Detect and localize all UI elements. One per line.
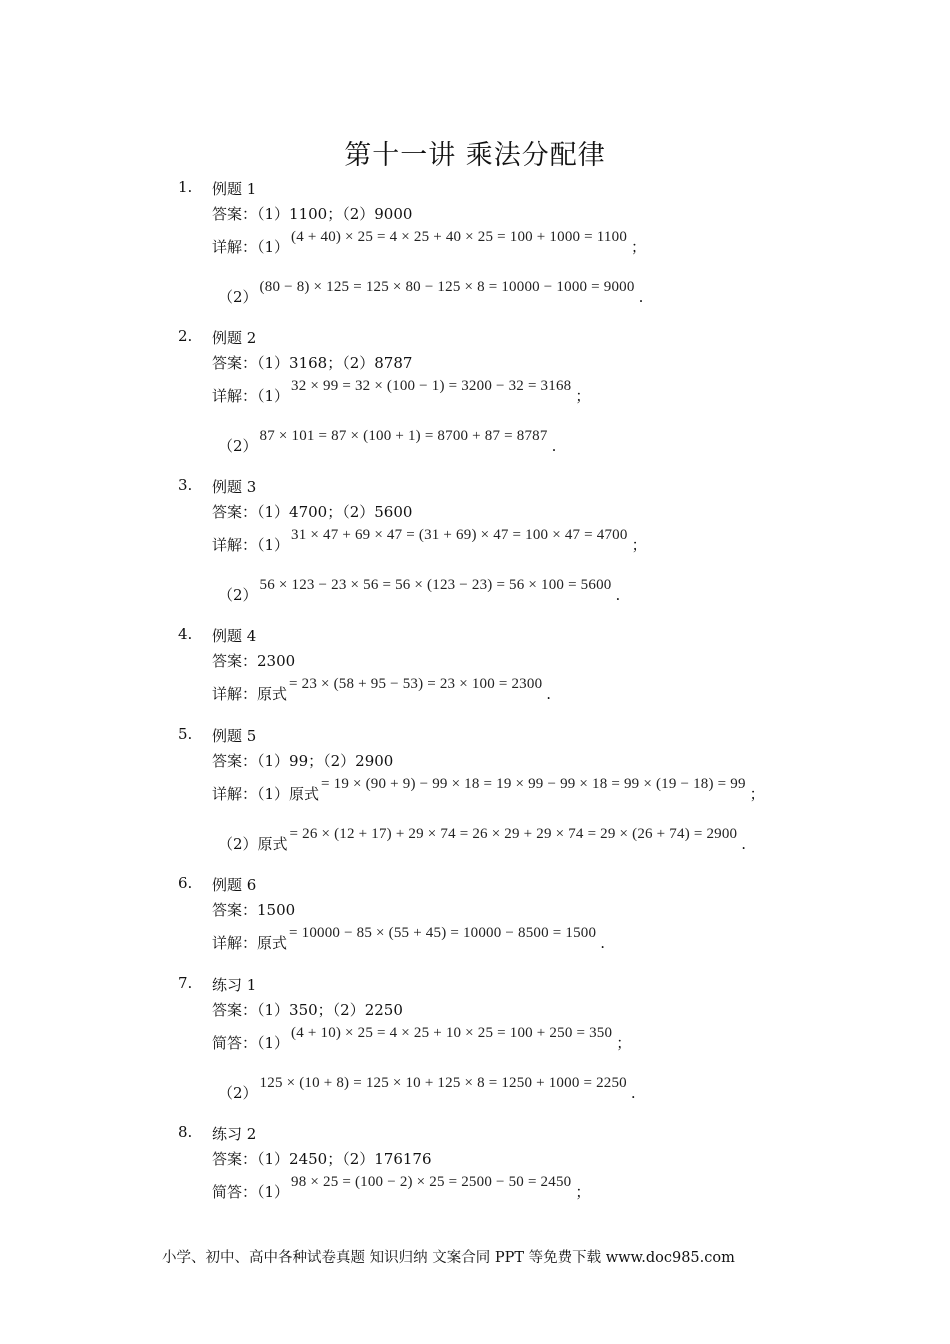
item-answer: 答案：（1）1100；（2）9000 xyxy=(212,205,413,223)
solution-label: （2） xyxy=(218,437,258,455)
item-5 xyxy=(0,725,950,875)
solution-end-mark: . xyxy=(638,288,644,306)
solution-formula: (4 + 40) × 25 = 4 × 25 + 40 × 25 = 100 + 1000 = 1100 xyxy=(291,229,628,245)
solution-formula: = 26 × (12 + 17) + 29 × 74 = 26 × 29 + 29 × 74 = 29 × (26 + 74) = 2900 xyxy=(289,826,738,842)
solution-formula: = 19 × (90 + 9) − 99 × 18 = 19 × 99 − 99 × 18 = 99 × (19 − 18) = 99 xyxy=(321,776,746,792)
solution-label: 详解：（1） xyxy=(212,536,290,554)
solution-label: （2） xyxy=(218,1084,258,1102)
solution-end-mark: ； xyxy=(631,238,647,256)
solution-end-mark: . xyxy=(630,1084,636,1102)
solution-label: 详解：原式 xyxy=(212,685,288,703)
solution-label: 详解：原式 xyxy=(212,934,288,952)
solution-line-1 xyxy=(212,378,591,406)
solution-end-mark: ； xyxy=(575,387,591,405)
solution-end-mark: . xyxy=(551,437,557,455)
solution-line-2 xyxy=(218,826,747,854)
solution-line-2 xyxy=(218,577,621,605)
item-number: 6. xyxy=(178,874,193,892)
item-number: 8. xyxy=(178,1123,193,1141)
solution-label: 详解：（1）原式 xyxy=(212,785,320,803)
item-number: 7. xyxy=(178,974,193,992)
solution-line-1 xyxy=(212,925,605,953)
solution-end-mark: . xyxy=(546,685,552,703)
solution-end-mark: ； xyxy=(616,1034,632,1052)
item-answer: 答案：（1）2450；（2）176176 xyxy=(212,1150,432,1168)
solution-end-mark: . xyxy=(741,835,747,853)
solution-formula: 98 × 25 = (100 − 2) × 25 = 2500 − 50 = 2450 xyxy=(291,1174,572,1190)
item-heading: 练习 2 xyxy=(212,1125,257,1143)
item-answer: 答案：2300 xyxy=(212,652,296,670)
solution-end-mark: . xyxy=(600,934,605,952)
item-1 xyxy=(0,178,950,328)
item-answer: 答案：（1）350；（2）2250 xyxy=(212,1001,403,1019)
solution-label: 简答：（1） xyxy=(212,1034,290,1052)
item-heading: 例题 4 xyxy=(212,627,257,645)
item-heading: 例题 3 xyxy=(212,478,257,496)
item-number: 3. xyxy=(178,476,193,494)
solution-line-1 xyxy=(212,527,647,555)
item-number: 5. xyxy=(178,725,193,743)
solution-line-1 xyxy=(212,229,647,257)
item-heading: 例题 6 xyxy=(212,876,257,894)
solution-formula: 87 × 101 = 87 × (100 + 1) = 8700 + 87 = 8787 xyxy=(259,428,548,444)
solution-formula: 32 × 99 = 32 × (100 − 1) = 3200 − 32 = 3168 xyxy=(291,378,572,394)
item-answer: 答案：（1）4700；（2）5600 xyxy=(212,503,413,521)
solution-label: （2） xyxy=(218,288,258,306)
solution-line-2 xyxy=(218,1075,636,1103)
item-heading: 练习 1 xyxy=(212,976,257,994)
solution-line-1 xyxy=(212,676,552,704)
solution-label: 详解：（1） xyxy=(212,238,290,256)
solution-formula: 31 × 47 + 69 × 47 = (31 + 69) × 47 = 100 × 47 = 4700 xyxy=(291,527,628,543)
solution-formula: 56 × 123 − 23 × 56 = 56 × (123 − 23) = 56 × 100 = 5600 xyxy=(259,577,612,593)
solution-end-mark: ； xyxy=(575,1183,591,1201)
item-number: 1. xyxy=(178,178,193,196)
solution-end-mark: ； xyxy=(749,785,765,803)
solution-label: （2）原式 xyxy=(218,835,288,853)
solution-line-1 xyxy=(212,776,765,804)
item-answer: 答案：（1）3168；（2）8787 xyxy=(212,354,413,372)
item-heading: 例题 5 xyxy=(212,727,257,745)
solution-label: 详解：（1） xyxy=(212,387,290,405)
solution-line-2 xyxy=(218,428,557,456)
solution-line-1 xyxy=(212,1025,632,1053)
page-title: 第十一讲 乘法分配律 xyxy=(344,140,606,171)
page-footer: 小学、初中、高中各种试卷真题 知识归纳 文案合同 PPT 等免费下载 www.doc985.com xyxy=(162,1250,735,1266)
item-answer: 答案：（1）99；（2）2900 xyxy=(212,752,394,770)
item-3 xyxy=(0,476,950,626)
item-heading: 例题 2 xyxy=(212,329,257,347)
solution-formula: 125 × (10 + 8) = 125 × 10 + 125 × 8 = 1250 + 1000 = 2250 xyxy=(259,1075,627,1091)
solution-end-mark: . xyxy=(615,586,621,604)
item-number: 4. xyxy=(178,625,193,643)
solution-label: （2） xyxy=(218,586,258,604)
item-number: 2. xyxy=(178,327,193,345)
item-heading: 例题 1 xyxy=(212,180,257,198)
item-2 xyxy=(0,327,950,477)
item-7 xyxy=(0,974,950,1124)
solution-formula: = 23 × (58 + 95 − 53) = 23 × 100 = 2300 xyxy=(289,676,543,692)
item-answer: 答案：1500 xyxy=(212,901,296,919)
solution-line-2 xyxy=(218,279,644,307)
solution-formula: = 10000 − 85 × (55 + 45) = 10000 − 8500 = 1500 xyxy=(289,925,597,941)
solution-line-1 xyxy=(212,1174,591,1202)
solution-end-mark: ； xyxy=(631,536,647,554)
solution-formula: (4 + 10) × 25 = 4 × 25 + 10 × 25 = 100 + 250 = 350 xyxy=(291,1025,613,1041)
solution-label: 简答：（1） xyxy=(212,1183,290,1201)
solution-formula: (80 − 8) × 125 = 125 × 80 − 125 × 8 = 10000 − 1000 = 9000 xyxy=(259,279,635,295)
